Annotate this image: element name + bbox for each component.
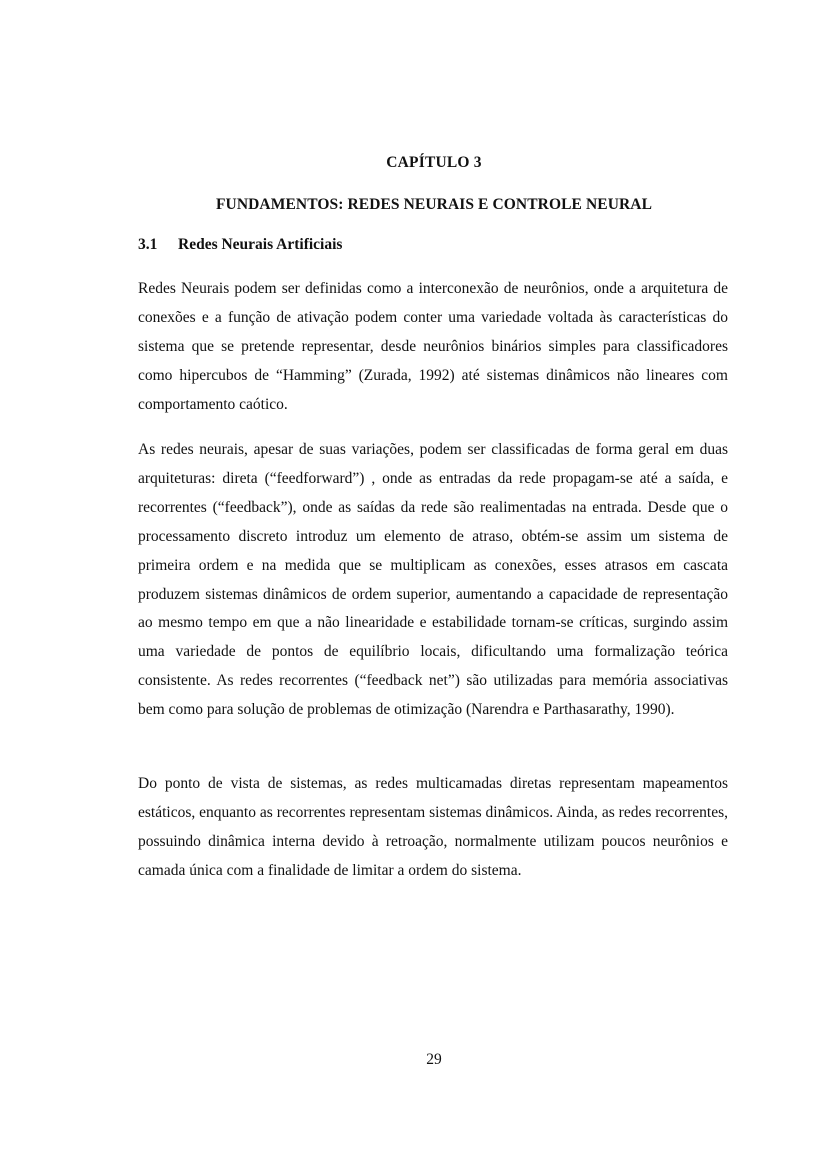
section-title: Redes Neurais Artificiais bbox=[178, 236, 343, 253]
page-number: 29 bbox=[426, 1051, 442, 1068]
chapter-title: FUNDAMENTOS: REDES NEURAIS E CONTROLE NEURAL bbox=[215, 196, 653, 213]
section-number: 3.1 bbox=[138, 236, 158, 253]
chapter-label: CAPÍTULO 3 bbox=[386, 154, 482, 171]
paragraph-3: Do ponto de vista de sistemas, as redes multicamadas diretas representam mapeamentos estáticos, enquanto as recorrentes representam sistemas dinâmicos. Ainda, as redes recorrentes, possuindo dinâmica interna devido à retroação, normalmente utilizam poucos neurônios e camada única com a finalidade de limitar a ordem do sistema. bbox=[138, 775, 728, 879]
paragraph-2: As redes neurais, apesar de suas variações, podem ser classificadas de forma geral em duas arquiteturas: direta (“feedforward”) , onde as entradas da rede propagam-se até a saída, e recorrentes (“feedback”), onde as saídas da rede são realimentadas na entrada. Desde que o processamento discreto introduz um elemento de atraso, obtém-se assim um sistema de primeira ordem e na medida que se multiplicam as conexões, esses atrasos em cascata produzem sistemas dinâmicos de ordem superior, aumentando a capacidade de representação ao mesmo tempo em que a não linearidade e estabilidade tornam-se críticas, surgindo assim uma variedade de pontos de equilíbrio locais, dificultando uma formalização teórica consistente. As redes recorrentes (“feedback net”) são utilizadas para memória associativas bem como para solução de problemas de otimização (Narendra e Parthasarathy, 1990). bbox=[138, 441, 728, 719]
paragraph-1: Redes Neurais podem ser definidas como a interconexão de neurônios, onde a arquitetura de conexões e a função de ativação podem conter uma variedade voltada às características do sistema que se pretende representar, desde neurônios binários simples para classificadores como hipercubos de “Hamming” (Zurada, 1992) até sistemas dinâmicos não lineares com comportamento caótico. bbox=[138, 280, 728, 413]
section-heading bbox=[138, 236, 342, 254]
